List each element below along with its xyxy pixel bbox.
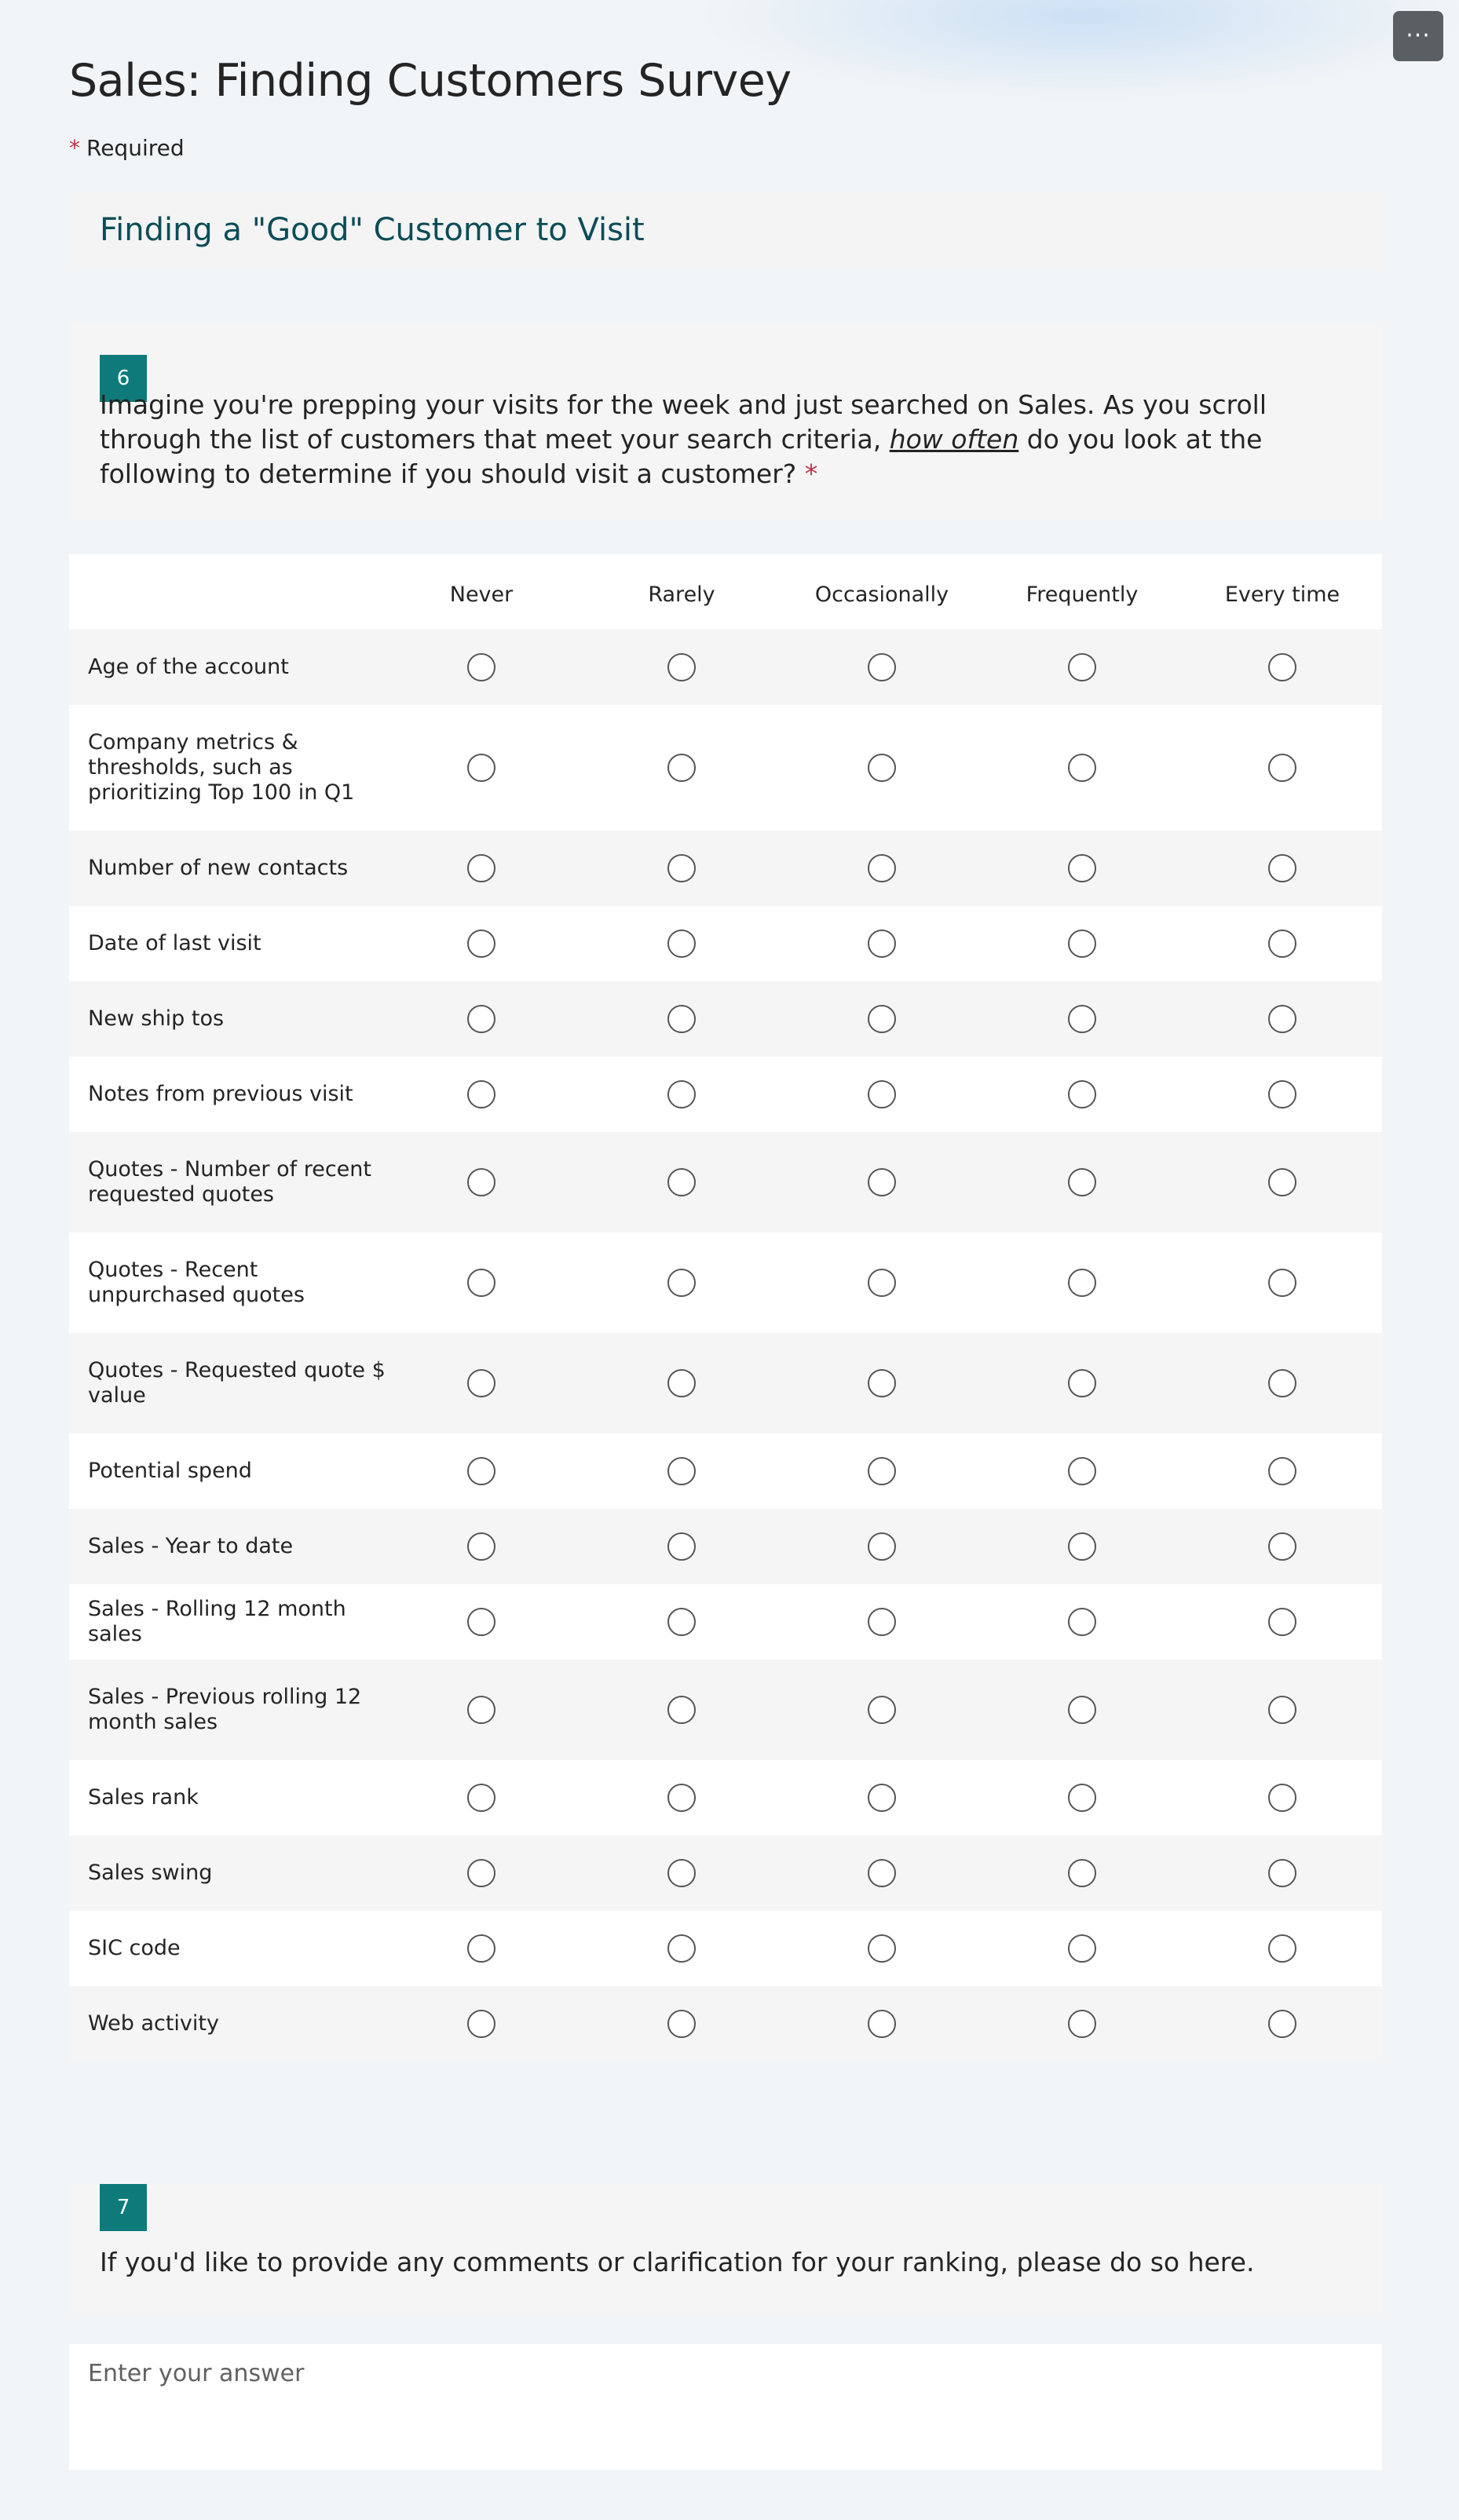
radio-button-never[interactable] [467, 929, 495, 958]
likert-row-label: Quotes - Requested quote $ value [88, 1358, 386, 1408]
likert-row [69, 1911, 1382, 1986]
likert-row [69, 906, 1382, 981]
likert-row-label: Web activity [88, 2011, 219, 2036]
likert-row [69, 705, 1382, 831]
radio-button-rarely[interactable] [667, 1859, 696, 1887]
likert-row-label: Potential spend [88, 1459, 252, 1483]
radio-button-occasionally[interactable] [868, 754, 896, 782]
radio-button-never[interactable] [467, 2010, 495, 2038]
likert-row-label: Notes from previous visit [88, 1082, 353, 1106]
radio-button-every-time[interactable] [1268, 1784, 1296, 1812]
radio-button-frequently[interactable] [1068, 1859, 1096, 1887]
radio-button-never[interactable] [467, 1457, 495, 1485]
radio-button-never[interactable] [467, 754, 495, 782]
radio-button-frequently[interactable] [1068, 2010, 1096, 2038]
radio-button-never[interactable] [467, 1859, 495, 1887]
question-number-badge: 6 [100, 355, 147, 402]
radio-button-frequently[interactable] [1068, 1005, 1096, 1033]
radio-button-every-time[interactable] [1268, 854, 1296, 882]
question-7-text: If you'd like to provide any comments or clarification for your ranking, please do so here. [100, 2247, 1255, 2277]
radio-button-every-time[interactable] [1268, 1369, 1296, 1397]
likert-row [69, 630, 1382, 705]
likert-row [69, 1835, 1382, 1911]
radio-button-occasionally[interactable] [868, 1369, 896, 1397]
likert-row-label: Sales swing [88, 1861, 213, 1885]
radio-button-never[interactable] [467, 1369, 495, 1397]
radio-button-never[interactable] [467, 1080, 495, 1108]
likert-row-label: New ship tos [88, 1006, 225, 1031]
radio-button-rarely[interactable] [667, 1608, 696, 1636]
form-title: Sales: Finding Customers Survey [69, 55, 792, 107]
answer-input[interactable] [69, 2344, 1382, 2470]
radio-button-rarely[interactable] [667, 929, 696, 958]
radio-button-occasionally[interactable] [868, 1005, 896, 1033]
likert-row [69, 1509, 1382, 1584]
radio-button-every-time[interactable] [1268, 754, 1296, 782]
radio-button-occasionally[interactable] [868, 929, 896, 958]
radio-button-rarely[interactable] [667, 1269, 696, 1297]
radio-button-occasionally[interactable] [868, 653, 896, 681]
radio-button-never[interactable] [467, 1005, 495, 1033]
radio-button-occasionally[interactable] [868, 1784, 896, 1812]
radio-button-every-time[interactable] [1268, 1269, 1296, 1297]
radio-button-occasionally[interactable] [868, 1269, 896, 1297]
radio-button-every-time[interactable] [1268, 2010, 1296, 2038]
question-6-text-part2: do you look at the following to determine if you should visit a customer? [100, 424, 1263, 489]
radio-button-rarely[interactable] [667, 1005, 696, 1033]
column-header-never: Never [449, 583, 514, 607]
likert-row [69, 831, 1382, 906]
radio-button-occasionally[interactable] [868, 1934, 896, 1963]
radio-button-frequently[interactable] [1068, 1934, 1096, 1963]
ellipsis-icon: ··· [1406, 22, 1431, 49]
column-header-rarely: Rarely [648, 583, 715, 607]
required-star: * [69, 135, 80, 161]
likert-row-label: Number of new contacts [88, 856, 349, 880]
column-header-frequently: Frequently [1026, 583, 1139, 607]
likert-row [69, 1433, 1382, 1509]
radio-button-never[interactable] [467, 1532, 495, 1561]
radio-button-never[interactable] [467, 1608, 495, 1636]
radio-button-frequently[interactable] [1068, 1457, 1096, 1485]
radio-button-every-time[interactable] [1268, 1608, 1296, 1636]
likert-row-label: Sales rank [88, 1785, 199, 1810]
likert-row-label: Age of the account [88, 655, 289, 679]
radio-button-frequently[interactable] [1068, 653, 1096, 681]
radio-button-every-time[interactable] [1268, 1934, 1296, 1963]
radio-button-never[interactable] [467, 1269, 495, 1297]
radio-button-rarely[interactable] [667, 1369, 696, 1397]
question-7-card [69, 2184, 1382, 2314]
radio-button-rarely[interactable] [667, 754, 696, 782]
radio-button-never[interactable] [467, 1784, 495, 1812]
question-number-badge: 7 [100, 2184, 147, 2231]
likert-row-label: SIC code [88, 1936, 181, 1960]
radio-button-frequently[interactable] [1068, 1168, 1096, 1196]
radio-button-frequently[interactable] [1068, 854, 1096, 882]
radio-button-rarely[interactable] [667, 653, 696, 681]
radio-button-never[interactable] [467, 653, 495, 681]
required-label: Required [86, 135, 185, 161]
likert-row [69, 1660, 1382, 1760]
radio-button-occasionally[interactable] [868, 1859, 896, 1887]
question-6-text [100, 388, 1356, 491]
section-header [69, 192, 1382, 270]
radio-button-occasionally[interactable] [868, 1080, 896, 1108]
radio-button-rarely[interactable] [667, 854, 696, 882]
radio-button-rarely[interactable] [667, 1080, 696, 1108]
radio-button-occasionally[interactable] [868, 1696, 896, 1724]
likert-row-label: Company metrics & thresholds, such as prioritizing Top 100 in Q1 [88, 730, 355, 805]
radio-button-never[interactable] [467, 854, 495, 882]
likert-row-label: Quotes - Recent unpurchased quotes [88, 1258, 305, 1307]
likert-row [69, 1986, 1382, 2062]
required-star: * [804, 458, 818, 489]
radio-button-every-time[interactable] [1268, 1005, 1296, 1033]
likert-row [69, 981, 1382, 1057]
likert-row-label: Sales - Rolling 12 month sales [88, 1597, 346, 1646]
radio-button-never[interactable] [467, 1168, 495, 1196]
likert-row [69, 1333, 1382, 1433]
radio-button-frequently[interactable] [1068, 1532, 1096, 1561]
radio-button-rarely[interactable] [667, 1784, 696, 1812]
radio-button-every-time[interactable] [1268, 653, 1296, 681]
radio-button-frequently[interactable] [1068, 1784, 1096, 1812]
radio-button-every-time[interactable] [1268, 1168, 1296, 1196]
radio-button-frequently[interactable] [1068, 1269, 1096, 1297]
radio-button-every-time[interactable] [1268, 1859, 1296, 1887]
question-6-emphasis: how often [889, 424, 1019, 455]
radio-button-rarely[interactable] [667, 2010, 696, 2038]
likert-row-label: Sales - Year to date [88, 1534, 294, 1558]
radio-button-frequently[interactable] [1068, 1608, 1096, 1636]
radio-button-never[interactable] [467, 1934, 495, 1963]
likert-row [69, 1132, 1382, 1233]
radio-button-occasionally[interactable] [868, 2010, 896, 2038]
radio-button-rarely[interactable] [667, 1457, 696, 1485]
radio-button-never[interactable] [467, 1696, 495, 1724]
likert-row-label: Quotes - Number of recent requested quotes [88, 1157, 371, 1207]
radio-button-occasionally[interactable] [868, 854, 896, 882]
radio-button-every-time[interactable] [1268, 1696, 1296, 1724]
radio-button-frequently[interactable] [1068, 1080, 1096, 1108]
radio-button-rarely[interactable] [667, 1696, 696, 1724]
radio-button-frequently[interactable] [1068, 754, 1096, 782]
column-header-every-time: Every time [1224, 583, 1340, 607]
section-title: Finding a "Good" Customer to Visit [100, 212, 645, 248]
likert-header [69, 554, 1382, 630]
column-header-occasionally: Occasionally [814, 583, 949, 607]
likert-row [69, 1233, 1382, 1333]
likert-row-label: Sales - Previous rolling 12 month sales [88, 1685, 362, 1734]
radio-button-occasionally[interactable] [868, 1168, 896, 1196]
radio-button-frequently[interactable] [1068, 1369, 1096, 1397]
radio-button-every-time[interactable] [1268, 1080, 1296, 1108]
likert-row [69, 1760, 1382, 1835]
more-options-button[interactable] [1393, 11, 1443, 61]
radio-button-occasionally[interactable] [868, 1608, 896, 1636]
radio-button-occasionally[interactable] [868, 1457, 896, 1485]
radio-button-rarely[interactable] [667, 1934, 696, 1963]
radio-button-every-time[interactable] [1268, 1532, 1296, 1561]
radio-button-occasionally[interactable] [868, 1532, 896, 1561]
likert-row-label: Date of last visit [88, 931, 261, 955]
radio-button-frequently[interactable] [1068, 1696, 1096, 1724]
radio-button-frequently[interactable] [1068, 929, 1096, 958]
likert-grid [69, 554, 1382, 2062]
radio-button-rarely[interactable] [667, 1532, 696, 1561]
radio-button-every-time[interactable] [1268, 1457, 1296, 1485]
likert-row [69, 1584, 1382, 1660]
radio-button-rarely[interactable] [667, 1168, 696, 1196]
question-6-card [69, 323, 1382, 520]
radio-button-every-time[interactable] [1268, 929, 1296, 958]
required-note [69, 135, 185, 161]
question-6-text-part1: Imagine you're prepping your visits for the week and just searched on Sales. As you scroll through the list of customers that meet your search criteria, [100, 389, 1267, 455]
likert-row [69, 1057, 1382, 1132]
